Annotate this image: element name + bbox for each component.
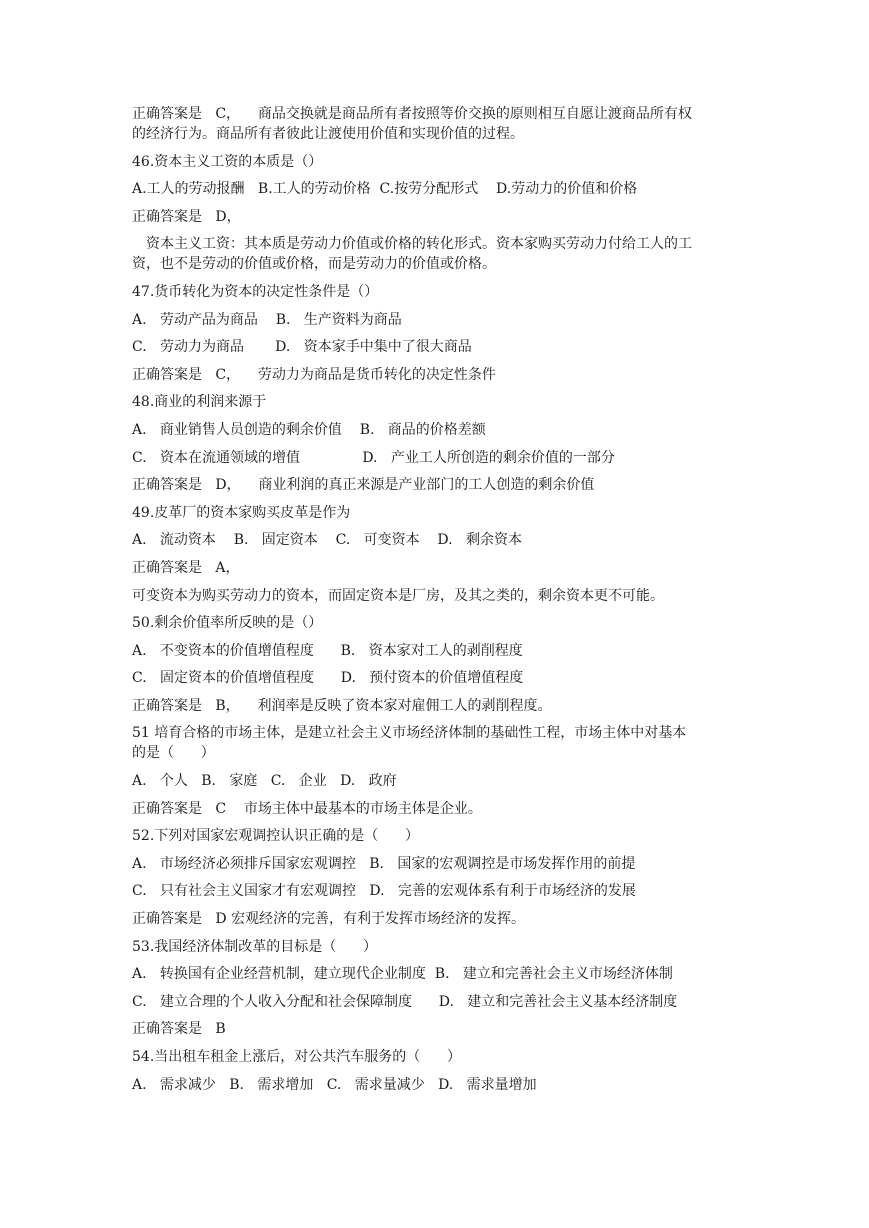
text-line: A. 不变资本的价值增值程度 B. 资本家对工人的剥削程度 [132,642,523,659]
text-line: 49.皮革厂的资本家购买皮革是作为 [132,504,351,521]
text-line: 正确答案是 D， 商业利润的真正来源是产业部门的工人创造的剩余价值 [132,477,595,494]
text-line: 54.当出租车租金上涨后，对公共汽车服务的（ ） [132,1049,461,1065]
document-page [132,104,742,1102]
text-line: C. 固定资本的价值增值程度 D. 预付资本的价值增值程度 [132,670,524,687]
text-line: 资本主义工资：其本质是劳动力价值或价格的转化形式。资本家购买劳动力付给工人的工 [146,236,692,253]
text-line: 46.资本主义工资的本质是（） [132,153,323,170]
text-line: C. 劳动力为商品 D. 资本家手中集中了很大商品 [132,339,472,356]
text-line: 正确答案是 A， [132,559,240,576]
text-line: C. 只有社会主义国家才有宏观调控 D. 完善的宏观体系有利于市场经济的发展 [132,883,636,900]
text-line: C. 资本在流通领域的增值 D. 产业工人所创造的剩余价值的一部分 [132,449,615,466]
text-line: 52.下列对国家宏观调控认识正确的是（ ） [132,828,419,845]
text-line: 资，也不是劳动的价值或价格，而是劳动力的价值或价格。 [132,256,496,273]
text-line: A. 劳动产品为商品 B. 生产资料为商品 [132,311,402,328]
text-line: 正确答案是 C， 劳动力为商品是货币转化的决定性条件 [132,366,496,383]
text-line: A. 个人 B. 家庭 C. 企业 D. 政府 [132,773,397,790]
text-line: A. 需求减少 B. 需求增加 C. 需求量减少 D. 需求量增加 [132,1076,537,1093]
text-line: A.工人的劳动报酬 B.工人的劳动价格 C.按劳分配形式 D.劳动力的价值和价格 [132,181,638,198]
text-line: 正确答案是 B， 利润率是反映了资本家对雇佣工人的剥削程度。 [132,697,552,714]
text-line: 正确答案是 C 市场主体中最基本的市场主体是企业。 [132,800,482,817]
text-line: 48.商业的利润来源于 [132,394,267,411]
text-line: 的经济行为。商品所有者彼此让渡使用价值和实现价值的过程。 [132,126,524,142]
text-line: 正确答案是 D 宏观经济的完善，有利于发挥市场经济的发挥。 [132,911,526,928]
text-line: 51 培育合格的市场主体，是建立社会主义市场经济体制的基础性工程，市场主体中对基本 [132,725,687,742]
text-line: 可变资本为购买劳动力的资本，而固定资本是厂房，及其之类的，剩余资本更不可能。 [132,587,664,604]
text-line: 正确答案是 C， 商品交换就是商品所有者按照等价交换的原则相互自愿让渡商品所有权 [132,106,692,122]
text-line: 正确答案是 D， [132,208,241,225]
text-line: 53.我国经济体制改革的目标是（ ） [132,938,377,955]
text-line: 50.剩余价值率所反映的是（） [132,615,323,632]
text-line: A. 商业销售人员创造的剩余价值 B. 商品的价格差额 [132,421,486,438]
text-line: 正确答案是 B [132,1021,226,1038]
text-line: C. 建立合理的个人收入分配和社会保障制度 D. 建立和完善社会主义基本经济制度 [132,993,678,1010]
text-line: 47.货币转化为资本的决定性条件是（） [132,283,379,300]
text-line: 的是（ ） [132,745,215,762]
text-line: A. 流动资本 B. 固定资本 C. 可变资本 D. 剩余资本 [132,532,522,549]
text-line: A. 市场经济必须排斥国家宏观调控 B. 国家的宏观调控是市场发挥作用的前提 [132,855,636,872]
text-line: A. 转换国有企业经营机制，建立现代企业制度 B. 建立和完善社会主义市场经济体制 [132,966,673,983]
